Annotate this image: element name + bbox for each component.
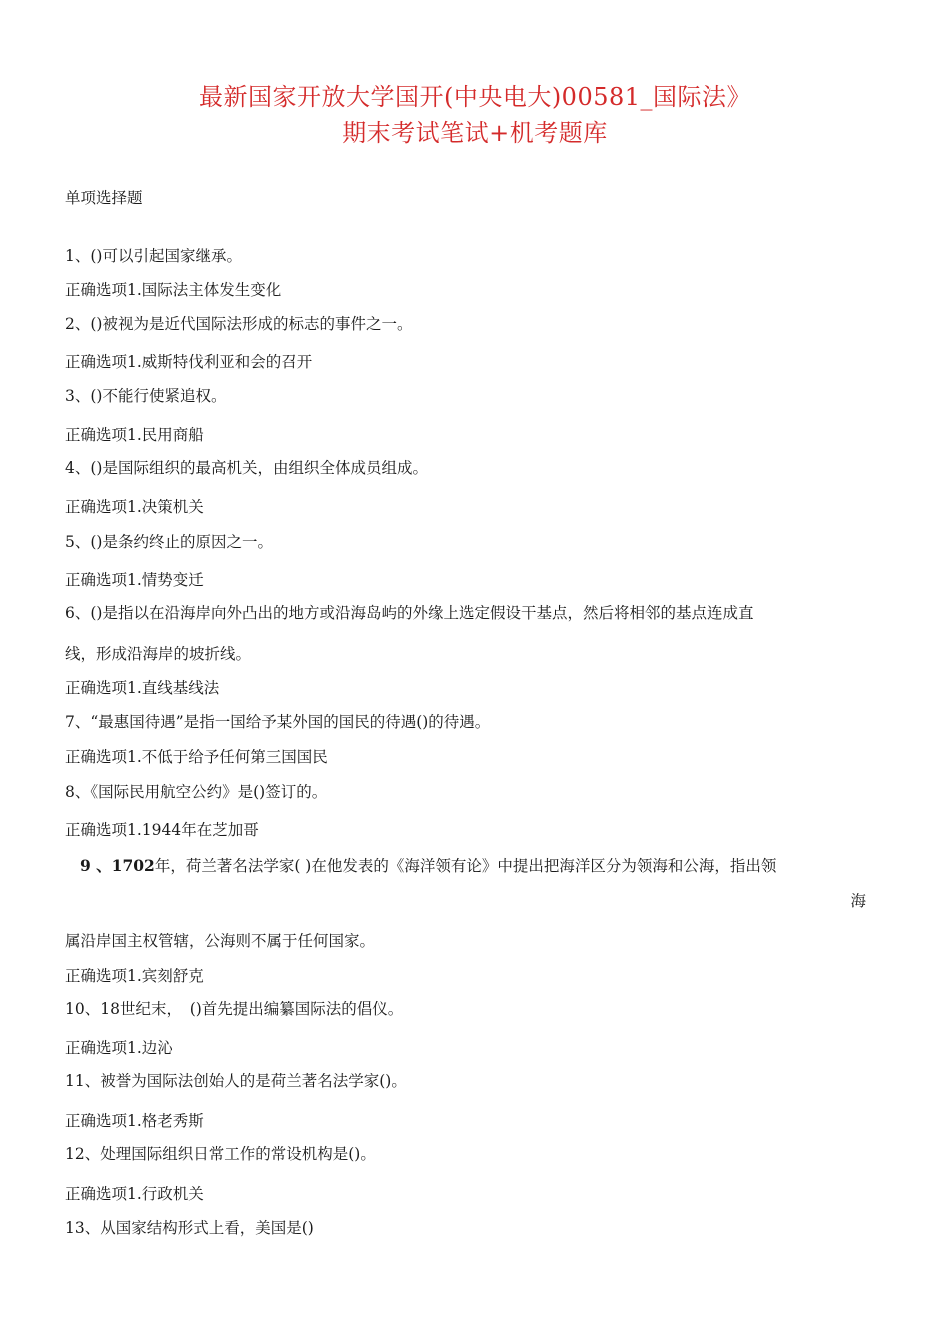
answer-9: 正确选项1.宾刻舒克 <box>65 967 204 985</box>
answer-2: 正确选项1.威斯特伐利亚和会的召开 <box>65 353 313 371</box>
question-9-text: 年，荷兰著名法学家( )在他发表的《海洋领有论》中提出把海洋区分为领海和公海，指出领 <box>154 857 777 875</box>
question-9-line-2: 属沿岸国主权管辖，公海则不属于任何国家。 <box>65 932 376 950</box>
question-13: 13、从国家结构形式上看，美国是() <box>65 1219 314 1237</box>
question-3: 3、()不能行使紧追权。 <box>65 387 227 405</box>
answer-11: 正确选项1.格老秀斯 <box>65 1112 204 1130</box>
question-11: 11、被誉为国际法创始人的是荷兰著名法学家()。 <box>65 1072 407 1090</box>
answer-5: 正确选项1.情势变迁 <box>65 571 204 589</box>
question-7: 7、“最惠国待遇”是指一国给予某外国的国民的待遇()的待遇。 <box>65 713 491 731</box>
question-5: 5、()是条约终止的原因之一。 <box>65 533 273 551</box>
answer-12: 正确选项1.行政机关 <box>65 1185 204 1203</box>
answer-4: 正确选项1.决策机关 <box>65 498 204 516</box>
question-2: 2、()被视为是近代国际法形成的标志的事件之一。 <box>65 315 413 333</box>
answer-8: 正确选项1.1944年在芝加哥 <box>65 821 259 839</box>
section-heading: 单项选择题 <box>65 189 143 207</box>
question-6-line-2: 线，形成沿海岸的坡折线。 <box>65 645 252 663</box>
title-line-2: 期末考试笔试+机考题库 <box>342 119 608 147</box>
answer-10: 正确选项1.边沁 <box>65 1039 173 1057</box>
title-line-1: 最新国家开放大学国开(中央电大)00581_国际法》 <box>198 83 752 111</box>
question-4: 4、()是国际组织的最高机关，由组织全体成员组成。 <box>65 459 428 477</box>
question-10: 10、18世纪末， ()首先提出编纂国际法的倡仪。 <box>65 1000 404 1018</box>
answer-7: 正确选项1.不低于给予任何第三国国民 <box>65 748 328 766</box>
question-12: 12、处理国际组织日常工作的常设机构是()。 <box>65 1145 376 1163</box>
question-9-line-1 <box>80 855 776 877</box>
answer-3: 正确选项1.民用商船 <box>65 426 204 444</box>
answer-1: 正确选项1.国际法主体发生变化 <box>65 281 282 299</box>
question-9-wrap: 海 <box>850 892 866 910</box>
answer-6: 正确选项1.直线基线法 <box>65 679 220 697</box>
question-6-line-1: 6、()是指以在沿海岸向外凸出的地方或沿海岛屿的外缘上选定假设干基点，然后将相邻的基点连成直 <box>65 604 754 622</box>
question-8: 8、《国际民用航空公约》是()签订的。 <box>65 783 328 801</box>
question-1: 1、()可以引起国家继承。 <box>65 247 242 265</box>
question-9-number: 9 、1702 <box>80 856 155 875</box>
